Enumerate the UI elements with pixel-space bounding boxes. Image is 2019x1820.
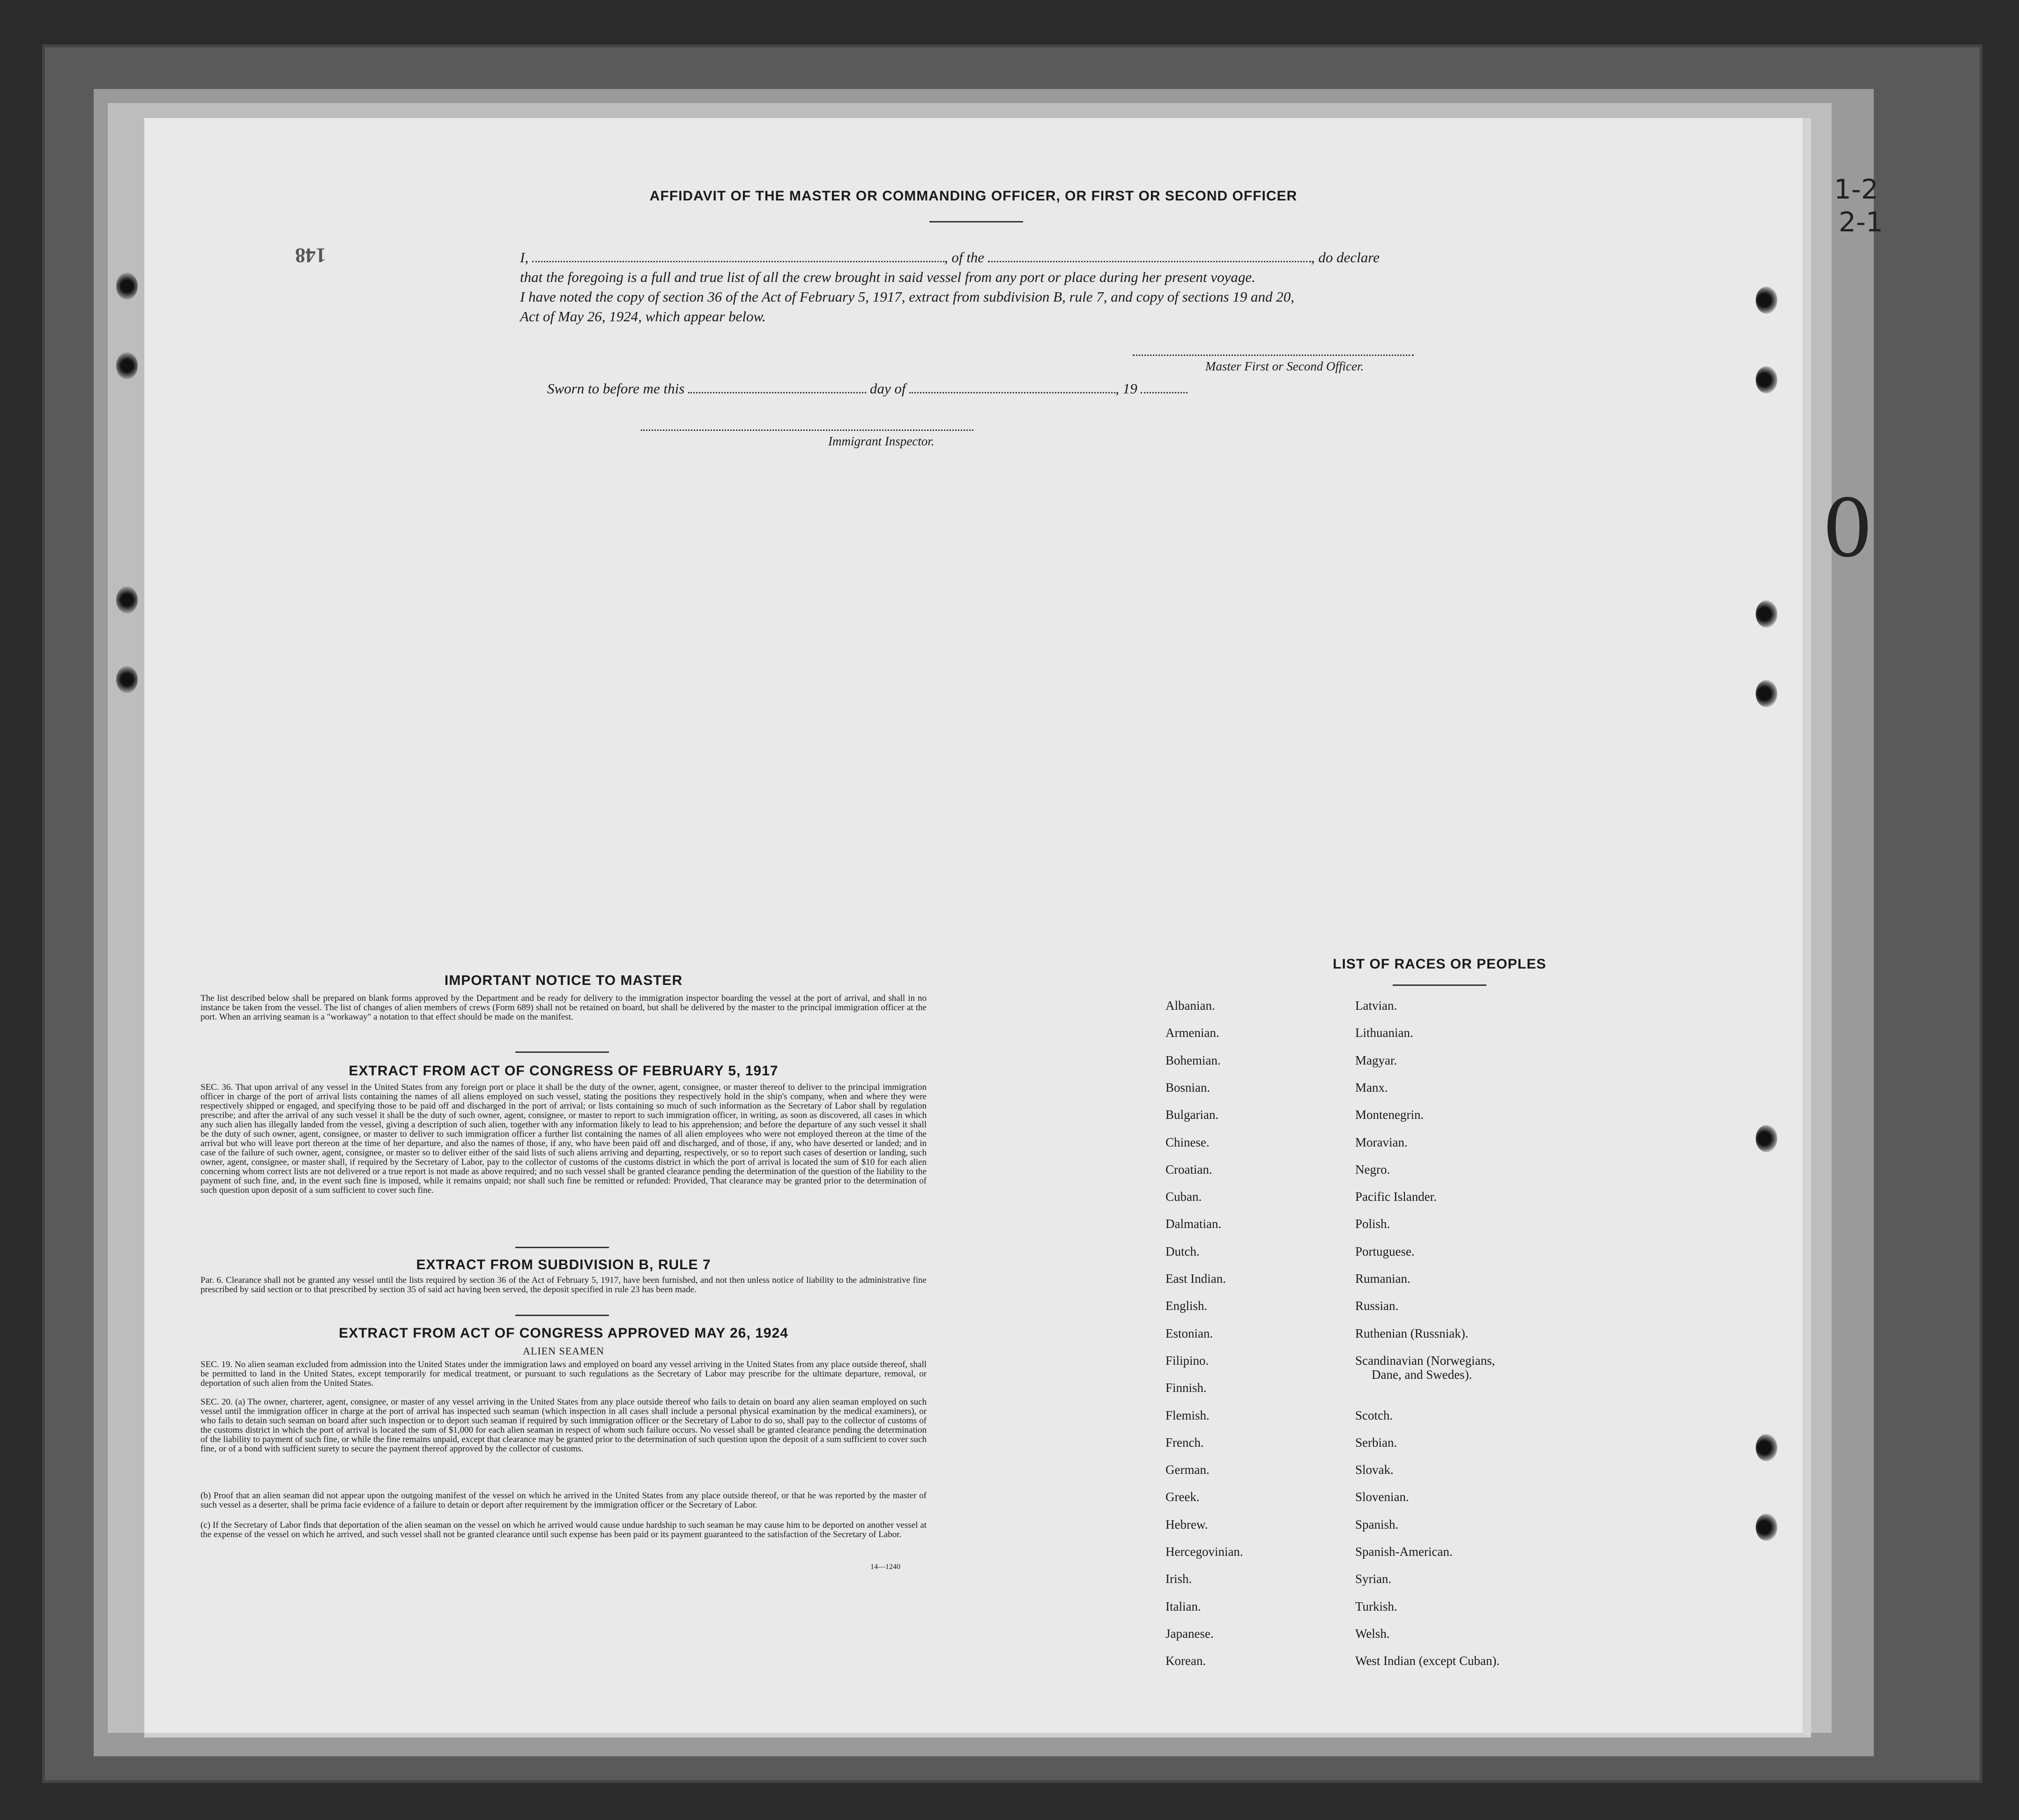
extract-1917-text: SEC. 36. That upon arrival of any vessel in the United States from any foreign port or place it shall be the duty of the owner, agent, consignee, or master thereof to deliver to the principal immigration officer in charge of the port of arrival lists containing the names of all aliens employed on such vessel, stating the positions they respectively hold in the ship's company, when and where they were respectively shipped or engaged, and specifying those to be paid off and discharged in the port of arrival; or lists containing so much of such information as the Secretary of Labor shall by regulation prescribe; and after the arrival of any such vessel it shall be the duty of such owner, agent, consignee, or master to report to such immigration officer, in writing, as soon as discovered, all cases in which any such alien has illegally landed from the vessel, giving a description of such alien, together with any information likely to lead to his apprehension; and before the departure of any such vessel it shall be the duty of such owner, agent, consignee, or master to deliver to such immigration officer a further list containing the names of all alien employees who were not employed thereon at the time of the arrival but who will leave port thereon at the time of her departure, and also the names of those, if any, who have been paid off and discharged, and of those, if any, who have deserted or landed; and in case of the failure of such owner, agent, consignee, or master so to deliver either of the said lists of such aliens arriving and departing, respectively, or so to report such cases of desertion or landing, such owner, agent, consignee, or master shall, if required by the Secretary of Labor, pay to the collector of customs of the customs district in which the port of arrival is located the sum of $10 for each alien concerning whom correct lists are not delivered or a true report is not made as above required; and no such vessel shall be granted clearance pending the determination of the question of the liability to the payment of such fine, and, in the event such fine is imposed, while it remains unpaid; nor shall such fine be remitted or refunded: Provided, That clearance may be granted prior to the determination of such question upon deposit of a sum sufficient to cover such fine. <box>200 1082 927 1195</box>
race-item: Croatian. <box>1165 1162 1212 1176</box>
punch-hole <box>1756 680 1777 707</box>
race-item: Turkish. <box>1355 1599 1397 1613</box>
race-item: German. <box>1165 1463 1210 1477</box>
divider <box>515 1247 609 1248</box>
race-item: English. <box>1165 1299 1208 1313</box>
master-signature-label: Master First or Second Officer. <box>1205 359 1364 373</box>
section-20b-text: (b) Proof that an alien seaman did not appear upon the outgoing manifest of the vessel on which he arrived in the United States from any place outside thereof, or that he was reported by the master of such vessel as a deserter, shall be prima facie evidence of a failure to detain or deport after requirement by the immigration officer or the Secretary of Labor. <box>200 1491 927 1510</box>
section-19-text: SEC. 19. No alien seaman excluded from admission into the United States under the immigration laws and employed on board any vessel arriving in the United States from any place outside thereof, shall be permitted to land in the United States, except temporarily for medical treatment, or pursuant to such regulations as the Secretary of Labor may prescribe for the ultimate departure, removal, or deportation of such alien from the United States. <box>200 1360 927 1388</box>
affidavit-line-1 <box>520 249 1457 266</box>
race-item: Finnish. <box>1165 1381 1207 1395</box>
stamp-number: 148 <box>295 244 326 267</box>
punch-hole <box>1756 1514 1777 1541</box>
race-item: Manx. <box>1355 1080 1388 1095</box>
margin-note-1: 1-2 <box>1834 173 1878 205</box>
race-item: Montenegrin. <box>1355 1108 1424 1122</box>
blank-year <box>1141 392 1188 393</box>
affidavit-declare: , do declare <box>1311 249 1380 266</box>
race-item: Chinese. <box>1165 1135 1210 1149</box>
inspector-label: Immigrant Inspector. <box>828 434 935 448</box>
race-item: Slovak. <box>1355 1463 1394 1477</box>
race-item: Estonian. <box>1165 1326 1213 1340</box>
section-20c-text: (c) If the Secretary of Labor finds that deportation of the alien seaman on the vessel on which he arrived would cause undue hardship to such seaman he may cause him to be deported on another vessel at the expense of the vessel on which he arrived, and such vessel shall not be granted clearance until such expense has been paid or its payment guaranteed to the satisfaction of the Secretary of Labor. <box>200 1520 927 1539</box>
race-item: Albanian. <box>1165 999 1215 1013</box>
race-item: Bulgarian. <box>1165 1108 1219 1122</box>
race-item: Lithuanian. <box>1355 1026 1413 1040</box>
race-item: Greek. <box>1165 1490 1200 1504</box>
rule7-title: EXTRACT FROM SUBDIVISION B, RULE 7 <box>416 1257 711 1273</box>
race-item: Ruthenian (Russniak). <box>1355 1326 1469 1340</box>
race-item: Latvian. <box>1355 999 1397 1013</box>
punch-hole <box>116 666 138 693</box>
punch-hole <box>116 273 138 300</box>
race-item: Moravian. <box>1355 1135 1408 1149</box>
divider <box>515 1315 609 1316</box>
year-label: , 19 <box>1115 380 1137 397</box>
race-item: Filipino. <box>1165 1353 1209 1368</box>
race-item: Russian. <box>1355 1299 1399 1313</box>
race-item: Flemish. <box>1165 1408 1210 1422</box>
sworn-line <box>547 380 1188 397</box>
race-item: Italian. <box>1165 1599 1201 1613</box>
race-item: Bohemian. <box>1165 1053 1221 1067</box>
affidavit-i: I, <box>520 249 529 266</box>
race-item: Dalmatian. <box>1165 1217 1222 1231</box>
race-item: Portuguese. <box>1355 1244 1415 1258</box>
race-item: East Indian. <box>1165 1272 1226 1286</box>
punch-hole <box>1756 287 1777 314</box>
race-item: Polish. <box>1355 1217 1390 1231</box>
extract-1917-title: EXTRACT FROM ACT OF CONGRESS OF FEBRUARY 5, 1917 <box>349 1063 779 1079</box>
race-item: Syrian. <box>1355 1572 1392 1586</box>
affidavit-line-4: Act of May 26, 1924, which appear below. <box>520 308 766 325</box>
punch-hole <box>1756 1434 1777 1461</box>
punch-hole <box>1756 600 1777 628</box>
punch-hole <box>1756 1125 1777 1152</box>
race-item: Cuban. <box>1165 1190 1202 1204</box>
race-item: Spanish-American. <box>1355 1545 1453 1559</box>
race-item: Negro. <box>1355 1162 1390 1176</box>
race-item: Dane, and Swedes). <box>1372 1367 1472 1382</box>
race-item: Hebrew. <box>1165 1517 1208 1531</box>
form-number: 14—1240 <box>870 1563 900 1571</box>
rule7-text: Par. 6. Clearance shall not be granted any vessel until the lists required by section 36 of the Act of February 5, 1917, have been furnished, and not then unless notice of liability to the administrative fine prescribed by said section or to that prescribed by section 35 of said act having been served, the deposit specified in rule 23 has been made. <box>200 1275 927 1295</box>
race-item: Welsh. <box>1355 1626 1390 1641</box>
punch-hole <box>1756 366 1777 393</box>
blank-sworn-day <box>688 392 866 393</box>
race-item: Hercegovinian. <box>1165 1545 1243 1559</box>
race-item: Korean. <box>1165 1654 1206 1668</box>
affidavit-line-3: I have noted the copy of section 36 of the Act of February 5, 1917, extract from subdivision B, rule 7, and copy of sections 19 and 20, <box>520 289 1295 305</box>
alien-seamen-subtitle: ALIEN SEAMEN <box>523 1345 604 1357</box>
notice-title: IMPORTANT NOTICE TO MASTER <box>444 973 683 988</box>
master-signature-line <box>1133 355 1414 356</box>
blank-name <box>532 260 944 262</box>
race-item: Irish. <box>1165 1572 1192 1586</box>
races-title: LIST OF RACES OR PEOPLES <box>1333 956 1546 972</box>
divider <box>929 221 1023 222</box>
divider <box>515 1051 609 1053</box>
race-item: Armenian. <box>1165 1026 1219 1040</box>
sworn-label: Sworn to before me this <box>547 380 685 397</box>
race-item: Spanish. <box>1355 1517 1399 1531</box>
race-item: Rumanian. <box>1355 1272 1410 1286</box>
affidavit-title: AFFIDAVIT OF THE MASTER OR COMMANDING OFFICER, OR FIRST OR SECOND OFFICER <box>649 188 1298 204</box>
affidavit-of-the: , of the <box>944 249 985 266</box>
race-item: Dutch. <box>1165 1244 1200 1258</box>
race-item: Serbian. <box>1355 1435 1397 1450</box>
race-item: French. <box>1165 1435 1204 1450</box>
punch-hole <box>116 586 138 614</box>
notice-text: The list described below shall be prepared on blank forms approved by the Department and be ready for delivery to the immigration inspector boarding the vessel at the port of arrival, and shall in no instance be taken from the vessel. The list of changes of alien members of crews (Form 689) shall not be retained on board, but shall be delivered by the master to the principal immigration officer at the port. When an arriving seaman is a "workaway" a notation to that effect should be made on the manifest. <box>200 993 927 1022</box>
document-page <box>144 118 1811 1738</box>
divider <box>1393 984 1486 986</box>
race-item: Japanese. <box>1165 1626 1214 1641</box>
blank-month <box>909 392 1115 393</box>
punch-hole <box>116 352 138 379</box>
circle-mark: 0 <box>1822 482 1873 575</box>
race-item: Bosnian. <box>1165 1080 1210 1095</box>
race-item: Scandinavian (Norwegians, <box>1355 1353 1495 1368</box>
inspector-signature-line <box>641 429 973 431</box>
race-item: Slovenian. <box>1355 1490 1409 1504</box>
margin-note-2: 2-1 <box>1839 206 1883 238</box>
race-item: West Indian (except Cuban). <box>1355 1654 1500 1668</box>
extract-1924-title: EXTRACT FROM ACT OF CONGRESS APPROVED MAY 26, 1924 <box>339 1325 788 1341</box>
race-item: Magyar. <box>1355 1053 1397 1067</box>
day-of-label: day of <box>869 380 906 397</box>
section-20a-text: SEC. 20. (a) The owner, charterer, agent, consignee, or master of any vessel arriving in the United States from any place outside thereof who fails to detain on board any alien seaman employed on such vessel until the immigration officer in charge at the port of arrival has inspected such seaman (which inspection in all cases shall include a personal physical examination by the medical examiners), or who fails to detain such seaman on board after such inspection or to deport such seaman if required by such immigration officer or the Secretary of Labor to do so, shall pay to the collector of customs of the customs district in which the port of arrival is located the sum of $1,000 for each alien seaman in respect of whom such failure occurs. No vessel shall be granted clearance pending the determination of the liability to payment of such fine, or while the fine remains unpaid, except that clearance may be granted prior to the determination of such question upon the deposit of a sum sufficient to cover such fine, or of a bond with sufficient surety to secure the payment thereof approved by the collector of customs. <box>200 1397 927 1454</box>
race-item: Pacific Islander. <box>1355 1190 1437 1204</box>
race-item: Scotch. <box>1355 1408 1393 1422</box>
blank-vessel <box>988 260 1311 262</box>
affidavit-line-2: that the foregoing is a full and true list of all the crew brought in said vessel from any port or place during her present voyage. <box>520 269 1255 285</box>
